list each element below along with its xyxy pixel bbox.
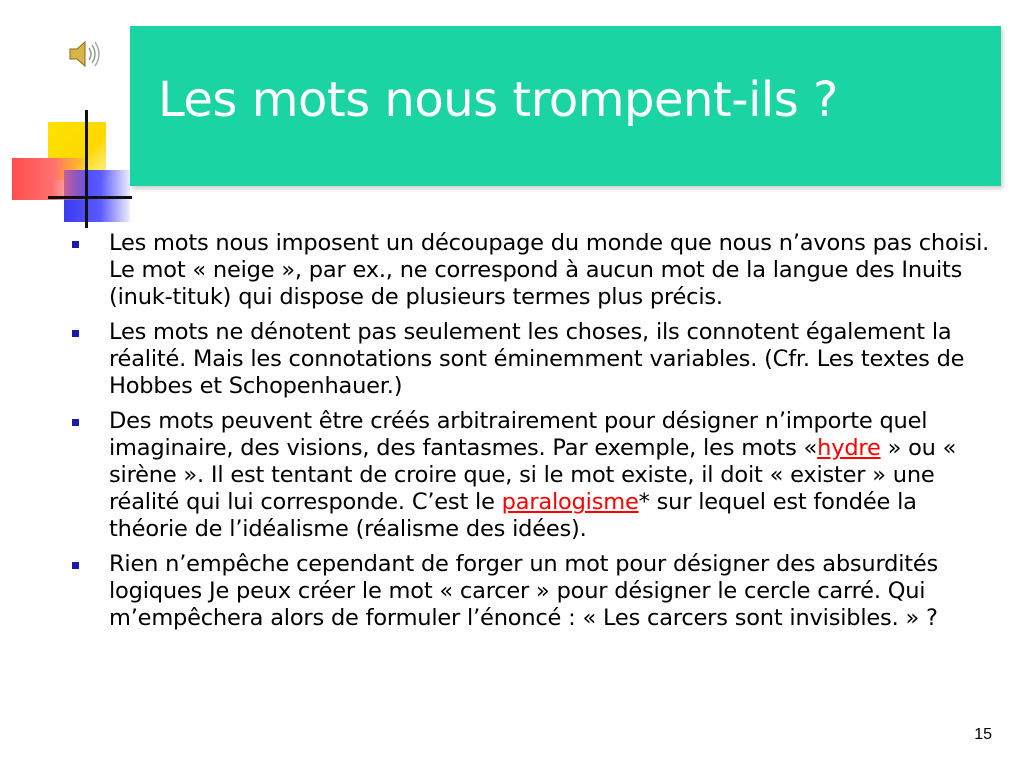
bullet-text-part: * sur lequel est fondée la théorie de l’idéalisme (réalisme des idées). — [109, 489, 917, 542]
bullet-square-icon — [72, 330, 79, 337]
bullet-item — [72, 319, 1002, 400]
bullet-square-icon — [72, 419, 79, 426]
slide-number: 15 — [974, 726, 992, 743]
bullet-square-icon — [72, 241, 79, 248]
bullet-text-part: Des mots peuvent être créés arbitrairement pour désigner n’importe quel imaginaire, des visions, des fantasmes. Par exemple, les mots « — [109, 408, 928, 461]
title-banner — [130, 26, 1001, 186]
bullet-text: Les mots ne dénotent pas seulement les choses, ils connotent également la réalité. Mais les connotations sont éminemment variables. (Cfr. Les textes de Hobbes et Schopenhauer.) — [109, 319, 965, 399]
hydre-link[interactable]: hydre — [817, 435, 881, 461]
bullet-square-icon — [72, 562, 79, 569]
paralogisme-link[interactable]: paralogisme — [501, 489, 639, 515]
bullet-list — [72, 230, 1002, 640]
bullet-item — [72, 408, 1002, 543]
bullet-item — [72, 230, 1002, 311]
speaker-icon[interactable] — [66, 36, 102, 72]
bullet-text: Les mots nous imposent un découpage du monde que nous n’avons pas choisi. Le mot « neige », par ex., ne correspond à aucun mot de la langue des Inuits (inuk-tituk) qui dispose de plusieurs termes plus précis. — [109, 230, 990, 310]
decorative-red-bar — [12, 158, 86, 200]
slide-title: Les mots nous trompent-ils ? — [158, 72, 838, 128]
bullet-text: Rien n’empêche cependant de forger un mot pour désigner des absurdités logiques Je peux créer le mot « carcer » pour désigner le cercle carré. Qui m’empêchera alors de formuler l’énoncé : « Les carcers sont invisibles. » ? — [109, 551, 939, 631]
decorative-horizontal-line — [48, 196, 132, 199]
bullet-text-part: » ou « sirène ». Il est tentant de croire que, si le mot existe, il doit « exister » une réalité qui lui corresponde. C’est le — [109, 435, 957, 515]
decorative-vertical-line — [85, 110, 88, 228]
bullet-item — [72, 551, 1002, 632]
